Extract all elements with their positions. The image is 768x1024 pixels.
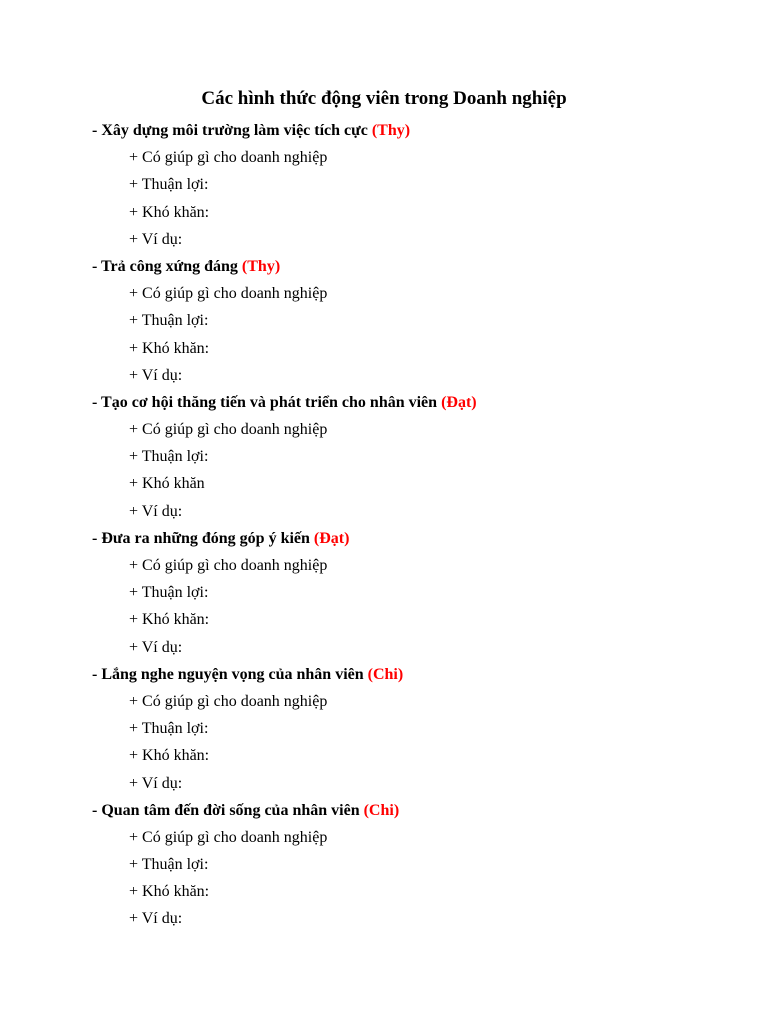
- assignee-label: (Đạt): [313, 529, 350, 547]
- assignee-label: (Đạt): [441, 393, 477, 411]
- list-item: + Có giúp gì cho doanh nghiệp: [129, 557, 328, 574]
- section-heading: [92, 389, 732, 416]
- list-item: + Thuận lợi:: [129, 448, 209, 466]
- document-body: [92, 117, 732, 933]
- list-item: + Khó khăn:: [129, 611, 210, 629]
- list-item: + Ví dụ:: [129, 230, 183, 248]
- section-heading-text: - Xây dựng môi trường làm việc tích cực: [92, 122, 368, 139]
- section-heading-text: - Trả công xứng đáng: [92, 257, 238, 275]
- assignee-label: (Chi): [367, 665, 404, 683]
- list-item: + Khó khăn:: [129, 883, 210, 901]
- section: [92, 661, 732, 797]
- list-item: + Có giúp gì cho doanh nghiệp: [129, 285, 328, 303]
- list-item: + Có giúp gì cho doanh nghiệp: [129, 692, 328, 710]
- section-heading: [92, 525, 732, 552]
- section: [92, 389, 732, 525]
- section-heading: [92, 661, 732, 688]
- list-item: + Khó khăn:: [129, 203, 210, 221]
- section-heading-text: - Tạo cơ hội thăng tiến và phát triển cho nhân viên: [92, 393, 438, 411]
- list-item: + Khó khăn:: [129, 339, 210, 357]
- assignee-label: (Thy): [371, 122, 411, 139]
- section-heading: [92, 797, 732, 824]
- list-item: + Khó khăn: [129, 475, 205, 493]
- list-item: + Ví dụ:: [129, 910, 183, 928]
- section-heading-text: - Quan tâm đến đời sống của nhân viên: [92, 801, 360, 819]
- list-item: + Thuận lợi:: [129, 312, 209, 330]
- list-item: + Có giúp gì cho doanh nghiệp: [129, 421, 328, 439]
- section-heading-text: - Lắng nghe nguyện vọng của nhân viên: [92, 665, 364, 683]
- section: [92, 117, 732, 253]
- list-item: + Thuận lợi:: [129, 720, 209, 738]
- page-title: Các hình thức động viên trong Doanh nghiệp: [201, 88, 567, 109]
- section-heading: [92, 253, 732, 280]
- section-heading-text: - Đưa ra những đóng góp ý kiến: [92, 529, 310, 547]
- list-item: + Thuận lợi:: [129, 584, 209, 602]
- assignee-label: (Chi): [363, 801, 400, 819]
- list-item: + Ví dụ:: [129, 638, 183, 656]
- list-item: + Thuận lợi:: [129, 176, 209, 194]
- section: [92, 797, 732, 933]
- list-item: + Ví dụ:: [129, 502, 183, 520]
- list-item: + Có giúp gì cho doanh nghiệp: [129, 828, 328, 846]
- list-item: + Ví dụ:: [129, 774, 183, 792]
- list-item: + Có giúp gì cho doanh nghiệp: [129, 149, 328, 167]
- section: [92, 525, 732, 661]
- list-item: + Thuận lợi:: [129, 856, 209, 874]
- section: [92, 253, 732, 389]
- assignee-label: (Thy): [241, 257, 281, 275]
- list-item: + Khó khăn:: [129, 747, 210, 765]
- section-heading: [92, 117, 732, 144]
- list-item: + Ví dụ:: [129, 366, 183, 384]
